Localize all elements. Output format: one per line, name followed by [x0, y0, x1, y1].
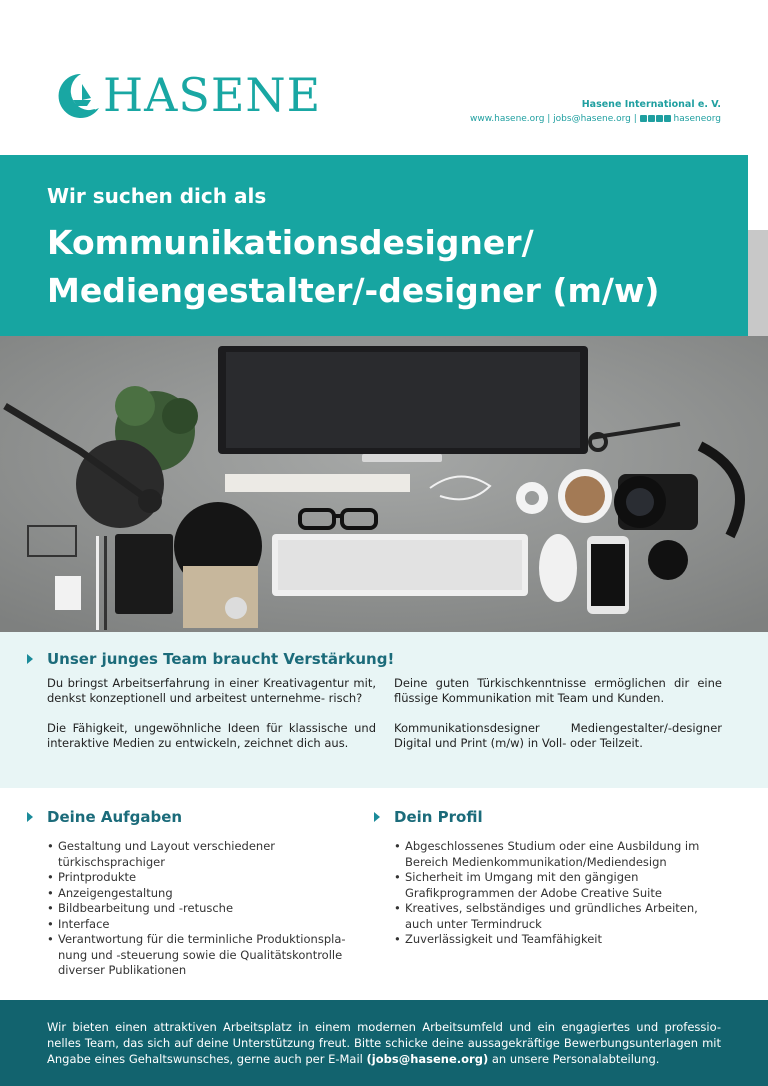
footer-text-before: Wir bieten einen attraktiven Arbeitsplatz in einem modernen Arbeitsumfeld und ein engagiertes und professio- nelles Team, das sich auf deine Unterstützung freut. Bitte schicke deine aussagekräftige Bewerbungsunterlagen mit Angabe eines Gehaltswunsches, gerne auch per E-Mail [47, 1020, 721, 1066]
job-title-line2: Mediengestalter/-designer (m/w) [47, 271, 660, 310]
intro-left-paragraph-2: Die Fähigkeit, ungewöhnliche Ideen für klassische und interaktive Medien zu entwickeln, zeichnet dich aus. [47, 721, 376, 750]
social-icons [640, 115, 671, 122]
tasks-heading [27, 808, 182, 826]
facebook-icon[interactable] [640, 115, 647, 122]
desk-illustration [0, 336, 768, 632]
twitter-icon[interactable] [656, 115, 663, 122]
list-item: • Zuverlässigkeit und Teamfähigkeit [394, 932, 724, 948]
intro-left-paragraph-1: Du bringst Arbeitserfahrung in einer Kreativagentur mit, denkst konzeptionell und arbeitest unternehme- risch? [47, 676, 376, 705]
job-title [47, 219, 748, 315]
banner-kicker: Wir suchen dich als [47, 184, 267, 208]
hasene-logo[interactable] [55, 70, 321, 120]
chevron-right-icon [27, 654, 33, 664]
social-handle[interactable]: haseneorg [673, 114, 721, 124]
list-item: • Gestaltung und Layout verschiedener türkischsprachiger [47, 839, 367, 870]
list-item: • Anzeigengestaltung [47, 886, 367, 902]
youtube-icon[interactable] [648, 115, 655, 122]
list-item: • Printprodukte [47, 870, 367, 886]
intro-right-paragraph-1: Deine guten Türkischkenntnisse ermöglichen dir eine flüssige Kommunikation mit Team und Kunden. [394, 676, 722, 705]
tasks-list [47, 839, 367, 979]
intro-right-paragraph-2: Kommunikationsdesigner Mediengestalter/-designer Digital und Print (m/w) in Voll- oder Teilzeit. [394, 721, 722, 750]
contact-links[interactable]: www.hasene.org | jobs@hasene.org | [470, 114, 637, 124]
title-banner [0, 155, 748, 336]
keyboard-shape [272, 534, 528, 596]
monitor-shape [218, 346, 588, 462]
footer-offer [0, 1000, 768, 1086]
list-item: • Abgeschlossenes Studium oder eine Ausbildung im Bereich Medienkommunikation/Mediendesign [394, 839, 724, 870]
list-item: • Sicherheit im Umgang mit den gängigen Grafikprogrammen der Adobe Creative Suite [394, 870, 724, 901]
intro-heading-text: Unser junges Team braucht Verstärkung! [47, 650, 395, 668]
footer-text-after: an unsere Personalabteilung. [488, 1052, 660, 1066]
intro-right-column [394, 676, 722, 751]
logo-text: HASENE [103, 68, 322, 122]
footer-email-link[interactable]: (jobs@hasene.org) [366, 1052, 489, 1066]
banner-shadow [748, 230, 768, 336]
list-item: • Bildbearbeitung und -retusche [47, 901, 367, 917]
tasks-heading-text: Deine Aufgaben [47, 808, 183, 826]
crescent-boat-logo-icon [55, 70, 101, 120]
profile-heading-text: Dein Profil [394, 808, 483, 826]
contact-line [470, 112, 721, 126]
chevron-right-icon [374, 812, 380, 822]
list-item: • Verantwortung für die terminliche Produktionspla- nung und -steuerung sowie die Qualitätskontrolle diverser Publikationen [47, 932, 367, 979]
chevron-right-icon [27, 812, 33, 822]
intro-left-column [47, 676, 376, 751]
list-item: • Interface [47, 917, 367, 933]
desk-photo [0, 336, 768, 632]
profile-heading [374, 808, 483, 826]
list-item: • Kreatives, selbständiges und gründliches Arbeiten, auch unter Termindruck [394, 901, 724, 932]
org-info [470, 98, 721, 126]
intro-heading [27, 650, 394, 668]
profile-list [394, 839, 724, 948]
page-header [0, 0, 768, 155]
org-name: Hasene International e. V. [581, 99, 721, 110]
job-title-line1: Kommunikationsdesigner/ [47, 223, 534, 262]
instagram-icon[interactable] [664, 115, 671, 122]
